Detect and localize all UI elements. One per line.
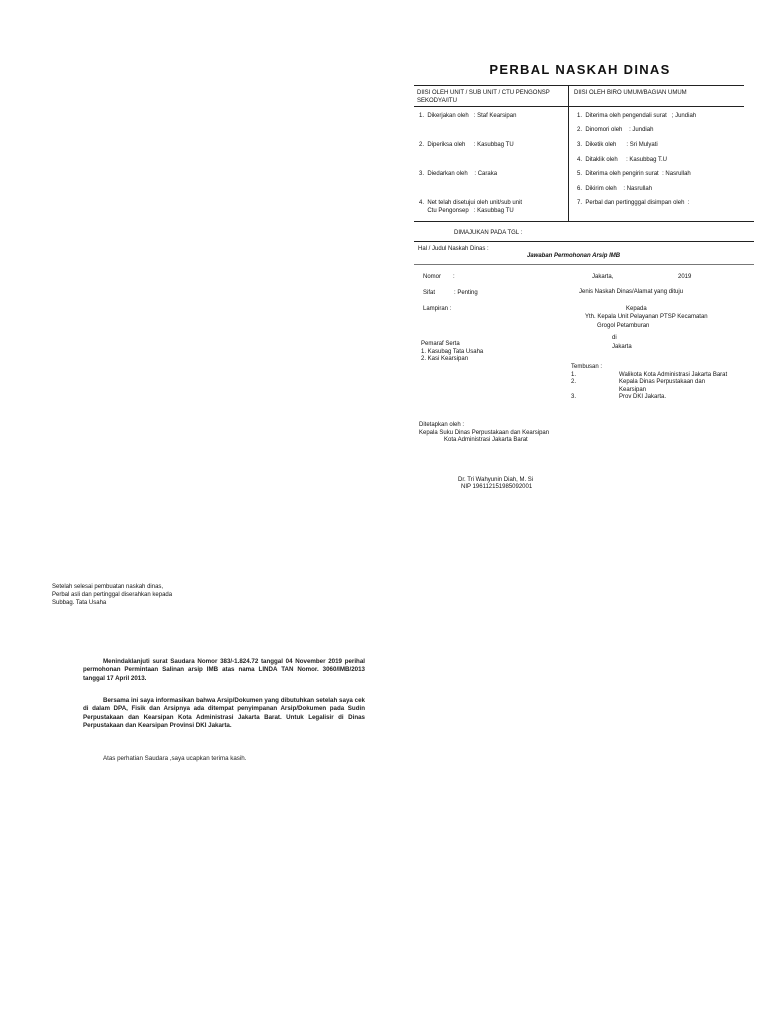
letter-paragraph-1: Menindaklanjuti surat Saudara Nomor 383/-1.824.72 tanggal 04 November 2019 perihal permohonan Permintaan Salinan arsip IMB atas nama LINDA TAN Nomor. 3060/IMB/2013 tanggal 17 April 2013. <box>83 658 365 682</box>
tembusan-item-3: Prov DKI Jakarta. <box>619 394 667 400</box>
tembusan-num-3: 3. <box>571 394 577 400</box>
yth-line: Yth. Kepala Unit Pelayanan PTSP Kecamatan <box>585 314 708 320</box>
tembusan-num-2: 2. <box>571 379 577 385</box>
nomor-value: : <box>453 274 455 280</box>
jakarta-line: Jakarta <box>612 344 632 350</box>
dimajukan-border <box>414 241 754 242</box>
form-top-border <box>414 85 744 86</box>
tembusan-item-1: Walikota Kota Administrasi Jakarta Barat <box>619 372 728 378</box>
dimajukan-label: DIMAJUKAN PADA TGL : <box>454 230 523 236</box>
signatory-name: Dr. Tri Wahyunin Diah, M. Si <box>458 477 534 483</box>
right-item-2: 2. Dinomori oleh : Jundiah <box>577 127 654 133</box>
nomor-label: Nomor <box>423 274 442 280</box>
hal-border <box>414 264 754 265</box>
right-item-6: 6. Dikirim oleh : Nasrullah <box>577 186 653 192</box>
jakarta-date: Jakarta, <box>592 274 614 280</box>
right-item-7: 7. Perbal dan pertingggal disimpan oleh : <box>577 200 690 206</box>
letter-closing: Atas perhatian Saudara ,saya ucapkan terima kasih. <box>103 755 247 762</box>
ditetapkan-line2: Kota Administrasi Jakarta Barat <box>444 437 528 443</box>
note-line3: Subbag. Tata Usaha <box>52 600 107 606</box>
tembusan-title: Tembusan : <box>571 364 603 370</box>
left-item-4: 4. Net telah disetujui oleh unit/sub unit Ctu Pengonsep : Kasubbag TU <box>419 200 523 214</box>
sifat-label: Sifat <box>423 290 436 296</box>
ditetapkan-label: Ditetapkan oleh : <box>419 422 465 428</box>
tembusan-num-1: 1. <box>571 372 577 378</box>
form-body-border <box>414 221 754 222</box>
tembusan-item-2: Kepala Dinas Perpustakaan dan Kearsipan <box>619 379 706 393</box>
pemaraf-item-1: 1. Kasubag Tata Usaha <box>421 349 484 355</box>
pemaraf-item-2: 2. Kasi Kearsipan <box>421 356 469 362</box>
signatory-nip: NIP 196112151985092001 <box>461 484 533 490</box>
left-item-2: 2. Diperiksa oleh : Kasubbag TU <box>419 142 514 148</box>
header-left: DIISI OLEH UNIT / SUB UNIT / CTU PENGONSP SEKODYA/ITU <box>417 90 550 104</box>
sifat-value: : Penting <box>454 290 478 296</box>
form-header-border <box>414 106 744 107</box>
note-line2: Perbal asli dan pertinggal diserahkan kepada <box>52 592 173 598</box>
right-item-5: 5. Diterima oleh pengirin surat : Nasrullah <box>577 171 691 177</box>
lampiran-label: Lampiran : <box>423 306 452 312</box>
document-title: PERBAL NASKAH DINAS <box>489 62 671 77</box>
year: 2019 <box>678 274 692 280</box>
hal-label: Hal / Judul Naskah Dinas : <box>418 246 489 252</box>
di-line: di <box>612 335 617 341</box>
left-item-3: 3. Diedarkan oleh : Caraka <box>419 171 498 177</box>
ditetapkan-line1: Kepala Suku Dinas Perpustakaan dan Kearsipan <box>419 430 550 436</box>
hal-value: Jawaban Permohonan Arsip IMB <box>527 253 621 259</box>
pemaraf-title: Pemaraf Serta <box>421 341 460 347</box>
kepada: Kepada <box>626 306 647 312</box>
left-item-1: 1. Dikerjakan oleh : Staf Kearsipan <box>419 113 517 119</box>
header-right: DIISI OLEH BIRO UMUM/BAGIAN UMUM <box>574 90 687 96</box>
note-line1: Setelah selesai pembuatan naskah dinas, <box>52 584 164 590</box>
right-item-4: 4. Ditaklik oleh : Kasubbag T.U <box>577 157 667 163</box>
right-item-3: 3. Diketik oleh : Sri Mulyati <box>577 142 658 148</box>
jenis-naskah: Jenis Naskah Dinas/Alamat yang dituju <box>579 289 684 295</box>
grogol-line: Grogol Petamburan <box>597 323 650 329</box>
right-item-1: 1. Diterima oleh pengendali surat ; Jundiah <box>577 113 697 119</box>
letter-paragraph-2: Bersama ini saya informasikan bahwa Arsip/Dokumen yang dibutuhkan setelah saya cek di dalam DPA, Fisik dan Arsipnya ada ditempat penyimpanan Arsip/Dokumen pada Sudin Perpustakaan dan Kearsipan Kota Administrasi Jakarta Barat. Untuk Legalisir di Dinas Perpustakaan dan Kearsipan Provinsi DKI Jakarta. <box>83 697 365 730</box>
